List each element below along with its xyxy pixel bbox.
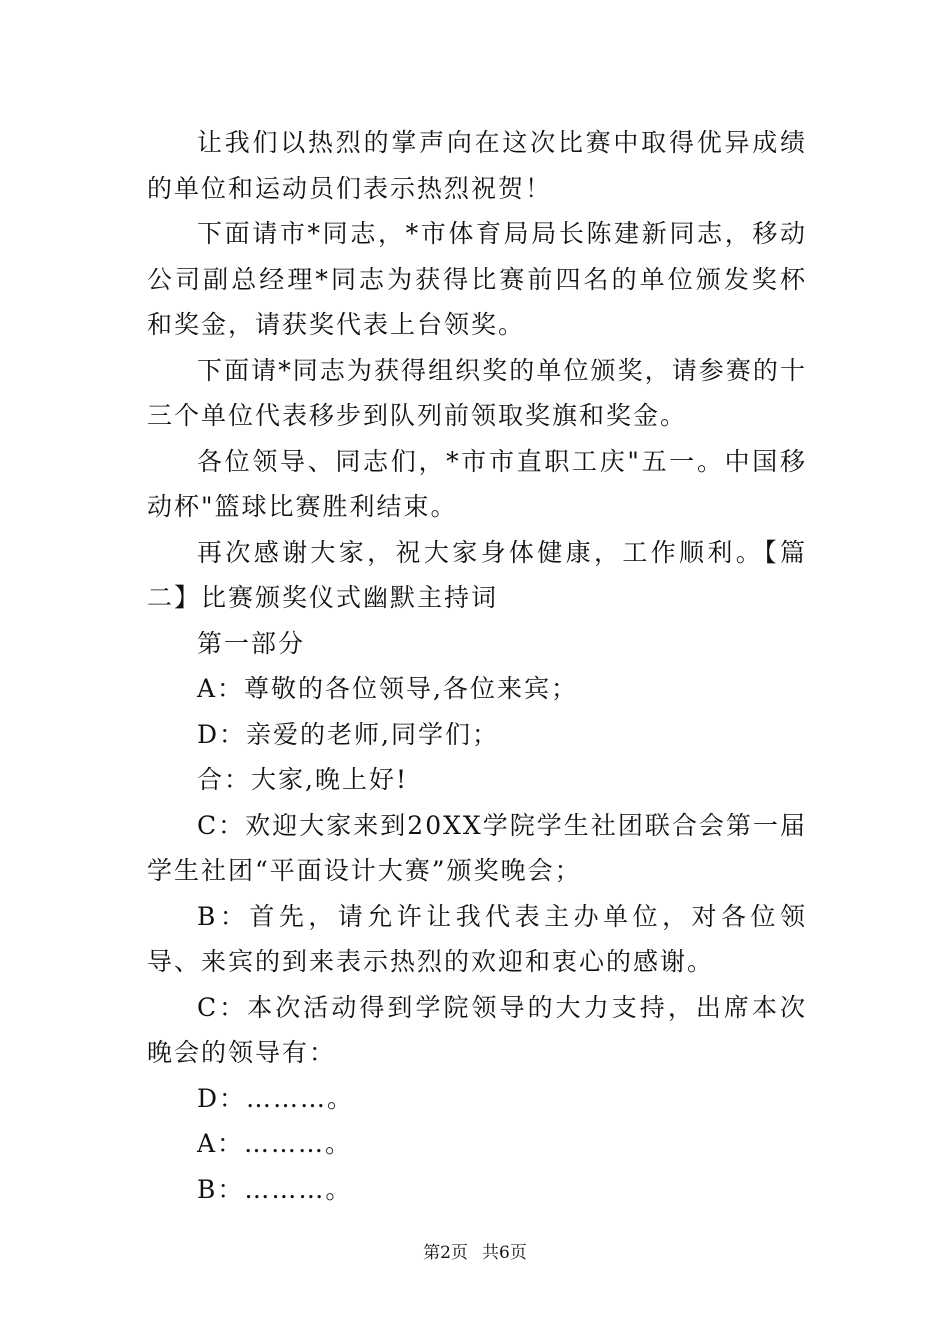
- paragraph: 各位领导、同志们，*市市直职工庆"五一。中国移动杯"篮球比赛胜利结束。: [147, 446, 807, 521]
- dialogue-line: A：尊敬的各位领导,各位来宾；: [197, 674, 579, 703]
- dialogue-line: C：欢迎大家来到20XX学院学生社团联合会第一届学生社团“平面设计大赛”颁奖晚会；: [147, 810, 807, 885]
- document-body: [147, 120, 807, 1212]
- page-total: 共6页: [482, 1243, 527, 1263]
- dialogue-line: D：………。: [197, 1083, 355, 1113]
- dialogue-line: 合：大家,晚上好!: [197, 765, 408, 794]
- dialogue-line: B：………。: [197, 1174, 353, 1204]
- section-heading: 第一部分: [197, 628, 306, 658]
- dialogue-line: C：本次活动得到学院领导的大力支持，出席本次晚会的领导有：: [147, 992, 807, 1067]
- paragraph: 让我们以热烈的掌声向在这次比赛中取得优异成绩的单位和运动员们表示热烈祝贺！: [147, 128, 807, 203]
- dialogue-line: D：亲爱的老师,同学们；: [197, 719, 499, 749]
- dialogue-line: A：………。: [197, 1129, 353, 1158]
- page-footer: [0, 1238, 950, 1263]
- paragraph: 下面请市*同志，*市体育局局长陈建新同志，移动公司副总经理*同志为获得比赛前四名的单位颁发奖杯和奖金，请获奖代表上台领奖。: [147, 219, 807, 339]
- page-number: 第2页: [423, 1243, 468, 1263]
- paragraph: 下面请*同志为获得组织奖的单位颁奖，请参赛的十三个单位代表移步到队列前领取奖旗和奖金。: [147, 355, 807, 430]
- paragraph: 再次感谢大家，祝大家身体健康，工作顺利。【篇二】比赛颁奖仪式幽默主持词: [147, 537, 807, 612]
- dialogue-line: B：首先，请允许让我代表主办单位，对各位领导、来宾的到来表示热烈的欢迎和衷心的感谢。: [147, 901, 807, 976]
